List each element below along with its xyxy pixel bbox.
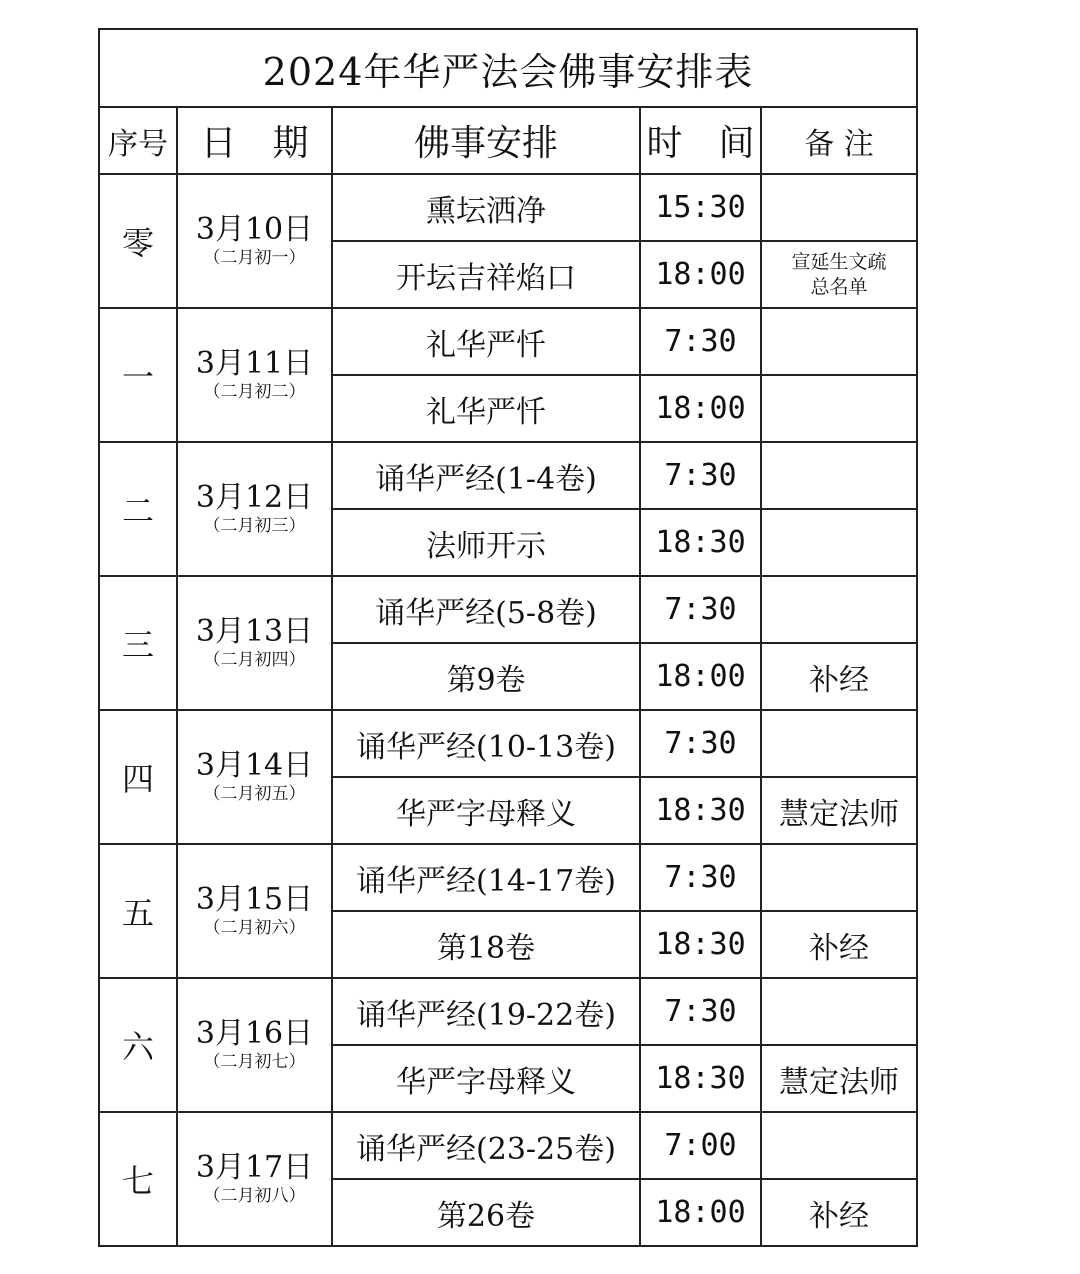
note-cell: 慧定法师: [761, 777, 917, 844]
time-cell: 18:00: [640, 1179, 761, 1246]
activity-cell: 华严字母释义: [332, 777, 640, 844]
activity-cell: 法师开示: [332, 509, 640, 576]
table-row: [99, 174, 917, 241]
time-cell: 18:00: [640, 643, 761, 710]
lunar-date: （二月初四）: [203, 650, 306, 670]
time-cell: 7:30: [640, 442, 761, 509]
time-cell: 18:30: [640, 911, 761, 978]
date-cell: [177, 710, 332, 844]
table-row: [99, 1112, 917, 1179]
activity-cell: 第9卷: [332, 643, 640, 710]
seq-cell: 二: [99, 442, 177, 576]
activity-cell: 华严字母释义: [332, 1045, 640, 1112]
solar-date: 3月10日: [195, 212, 314, 247]
date-cell: [177, 174, 332, 308]
note-cell: [761, 375, 917, 442]
note-line: 宣延生文疏: [791, 250, 887, 273]
time-cell: 18:00: [640, 375, 761, 442]
activity-cell: 熏坛洒净: [332, 174, 640, 241]
note-cell: [761, 978, 917, 1045]
table-row: [99, 576, 917, 643]
table-row: [99, 844, 917, 911]
note-cell: 补经: [761, 643, 917, 710]
solar-date: 3月14日: [195, 748, 314, 783]
note-cell: [761, 241, 917, 308]
date-cell: [177, 978, 332, 1112]
schedule-table-body: [99, 29, 917, 1246]
header-time: 时 间: [640, 107, 761, 174]
time-cell: 7:30: [640, 576, 761, 643]
seq-cell: 六: [99, 978, 177, 1112]
activity-cell: 第18卷: [332, 911, 640, 978]
seq-cell: 七: [99, 1112, 177, 1246]
activity-cell: 诵华严经(10-13卷): [332, 710, 640, 777]
seq-cell: 三: [99, 576, 177, 710]
header-date: 日 期: [177, 107, 332, 174]
date-cell: [177, 576, 332, 710]
note-cell: [761, 442, 917, 509]
lunar-date: （二月初八）: [203, 1186, 306, 1206]
time-cell: 7:30: [640, 844, 761, 911]
time-cell: 15:30: [640, 174, 761, 241]
time-cell: 18:30: [640, 777, 761, 844]
date-cell: [177, 1112, 332, 1246]
solar-date: 3月17日: [195, 1150, 314, 1185]
solar-date: 3月11日: [195, 346, 314, 381]
header-activity: 佛事安排: [332, 107, 640, 174]
header-row: [99, 107, 917, 174]
note-cell: [761, 308, 917, 375]
activity-cell: 诵华严经(1-4卷): [332, 442, 640, 509]
note-cell: [761, 844, 917, 911]
schedule-table: [98, 28, 918, 1247]
activity-cell: 礼华严忏: [332, 308, 640, 375]
table-row: [99, 308, 917, 375]
seq-cell: 五: [99, 844, 177, 978]
date-cell: [177, 308, 332, 442]
note-cell: [761, 509, 917, 576]
note-line: 总名单: [810, 275, 868, 298]
time-cell: 7:30: [640, 308, 761, 375]
seq-cell: 零: [99, 174, 177, 308]
seq-cell: 四: [99, 710, 177, 844]
title-row: [99, 29, 917, 107]
note-cell: [761, 576, 917, 643]
lunar-date: （二月初七）: [203, 1052, 306, 1072]
lunar-date: （二月初五）: [203, 784, 306, 804]
activity-cell: 第26卷: [332, 1179, 640, 1246]
seq-cell: 一: [99, 308, 177, 442]
time-cell: 18:30: [640, 1045, 761, 1112]
time-cell: 7:30: [640, 710, 761, 777]
note-cell: [761, 710, 917, 777]
lunar-date: （二月初二）: [203, 382, 306, 402]
table-row: [99, 710, 917, 777]
solar-date: 3月13日: [195, 614, 314, 649]
table-title: 2024年华严法会佛事安排表: [99, 29, 917, 107]
solar-date: 3月16日: [195, 1016, 314, 1051]
activity-cell: 诵华严经(5-8卷): [332, 576, 640, 643]
activity-cell: 诵华严经(19-22卷): [332, 978, 640, 1045]
table-row: [99, 442, 917, 509]
solar-date: 3月12日: [195, 480, 314, 515]
header-note: 备 注: [761, 107, 917, 174]
solar-date: 3月15日: [195, 882, 314, 917]
note-cell: [761, 174, 917, 241]
date-cell: [177, 442, 332, 576]
note-cell: 补经: [761, 911, 917, 978]
time-cell: 7:00: [640, 1112, 761, 1179]
time-cell: 7:30: [640, 978, 761, 1045]
lunar-date: （二月初六）: [203, 918, 306, 938]
lunar-date: （二月初一）: [203, 248, 306, 268]
lunar-date: （二月初三）: [203, 516, 306, 536]
note-cell: 慧定法师: [761, 1045, 917, 1112]
activity-cell: 诵华严经(23-25卷): [332, 1112, 640, 1179]
activity-cell: 礼华严忏: [332, 375, 640, 442]
time-cell: 18:30: [640, 509, 761, 576]
note-cell: 补经: [761, 1179, 917, 1246]
activity-cell: 诵华严经(14-17卷): [332, 844, 640, 911]
activity-cell: 开坛吉祥焰口: [332, 241, 640, 308]
table-row: [99, 978, 917, 1045]
header-seq: 序号: [99, 107, 177, 174]
note-cell: [761, 1112, 917, 1179]
time-cell: 18:00: [640, 241, 761, 308]
date-cell: [177, 844, 332, 978]
